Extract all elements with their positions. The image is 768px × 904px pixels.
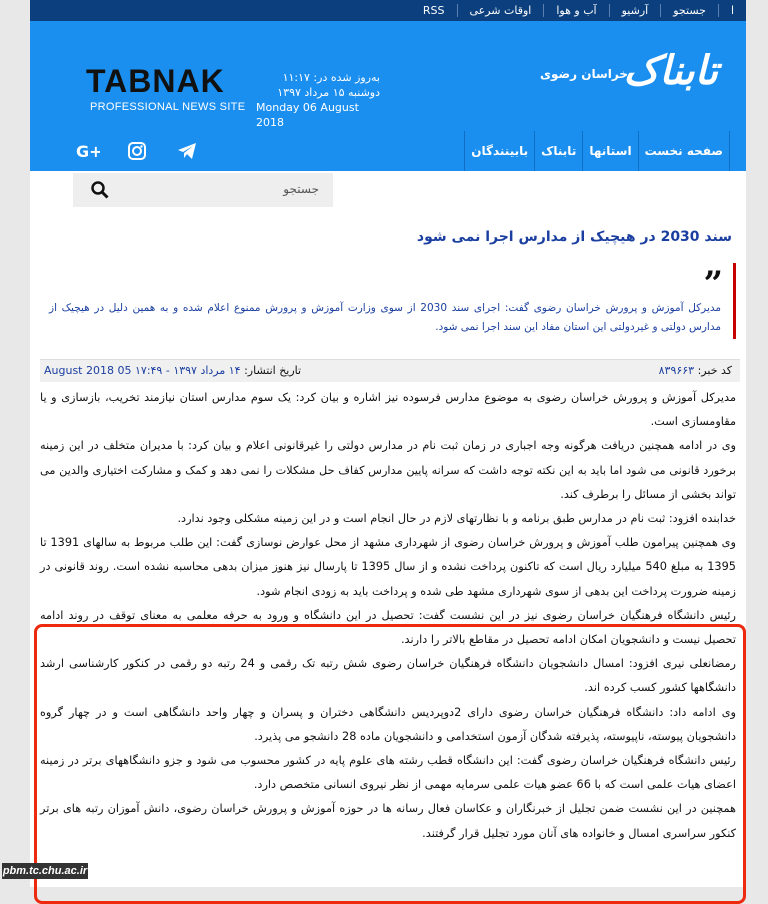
- highlight-frame: [34, 624, 746, 904]
- nav-item-provinces[interactable]: استانها: [582, 131, 637, 171]
- search-input[interactable]: جستجو: [283, 182, 319, 196]
- publish-date: [44, 364, 301, 377]
- top-links: [411, 0, 746, 21]
- nav-menu: [464, 131, 730, 171]
- body-paragraph: رمضانعلی نیری افزود: امسال دانشجویان دانشگاه فرهنگیان خراسان رضوی شش رتبه تک رقمی و 24 رتبه دو رقمی در کنکور کارشناسی ارشد دانشگاهها کشور کسب کرده اند.: [40, 657, 736, 695]
- body-paragraph: وی ادامه داد: دانشگاه فرهنگیان خراسان رضوی دارای 2دوپردیس دانشگاهی دختران و پسران و چهار واحد دانشگاهی است و در چهار گروه دانشجویان پیوسته، ناپیوسته، پذیرفته شدگان آزمون استخدامی و دانشجویان ماده 28 دانشجو می پذیرد.: [40, 705, 736, 743]
- top-link-prayer-times[interactable]: اوقات شرعی: [457, 4, 544, 17]
- top-link-archive[interactable]: آرشیو: [609, 4, 661, 17]
- body-paragraph: خدابنده افزود: ثبت نام در مدارس طبق برنامه و با نظارتهای لازم در حال انجام است و در این زمینه مشکلی وجود ندارد.: [177, 512, 736, 526]
- svg-text:G+: G+: [76, 142, 100, 161]
- logo-persian[interactable]: تابناک: [623, 47, 718, 94]
- google-plus-icon[interactable]: [76, 140, 98, 162]
- top-link-alef[interactable]: ا: [718, 4, 746, 17]
- logo-english[interactable]: TABNAK: [86, 63, 225, 99]
- logo-region: خراسان رضوی: [540, 67, 628, 81]
- publish-date-label: تاریخ انتشار:: [244, 364, 302, 377]
- body-paragraph: وی در ادامه همچنین دریافت هرگونه وجه اجباری در زمان ثبت نام در مدارس دولتی را غیرقانونی اعلام و بیان کرد: با مدیران متخلف در این زمینه برخورد قانونی می شود اما باید به این نکته توجه داشت که سرانه پایین مدارس کفاف حل مشکلات را نمی دهد و کمک و مشارکت اختیاری والدین می تواند بخشی از مسائل را برطرف کند.: [40, 439, 736, 501]
- body-paragraph: رئیس دانشگاه فرهنگیان خراسان رضوی گفت: این دانشگاه قطب رشته های علوم پایه در کشور محسوب می شود و جزو دانشگاههای برتر در زمینه اعضای هیات علمی است که با 66 عضو هیات علمی سرمایه مهمی از نظر نیروی انسانی متخصص دارد.: [40, 754, 736, 792]
- watermark-logo: pbm.tc.chu.ac.ir: [2, 865, 88, 877]
- site-header: [30, 21, 746, 131]
- news-code: [659, 364, 732, 377]
- body-paragraph: وی همچنین پیرامون طلب آموزش و پرورش خراسان رضوی از شهرداری مشهد از محل عوارض نوسازی گفت: این طلب مربوط به سالهای 1391 تا 1395 به مبلغ 540 میلیارد ریال است که تاکنون پرداخت نشده و از سال 1395 تا پارسال نیز هنوز میزان بدهی محاسبه نشده است. روند قانونی در زمینه ضرورت پرداخت این بدهی از سوی شهرداری مشهد طی شده و پرداخت باید به زودی انجام شود.: [40, 536, 736, 598]
- body-paragraph: رئیس دانشگاه فرهنگیان خراسان رضوی نیز در این نشست گفت: تحصیل در این دانشگاه و ورود به حرفه معلمی به معنای توقف در روند ادامه تحصیل نیست و دانشجویان امکان ادامه تحصیل در مقاطع بالاتر را دارند.: [40, 608, 736, 647]
- social-links: [76, 140, 198, 162]
- quote-icon: ”: [703, 264, 723, 304]
- date-persian: دوشنبه ۱۵ مرداد ۱۳۹۷: [277, 86, 380, 99]
- body-paragraph: همچنین در این نشست ضمن تجلیل از خبرنگاران و عکاسان فعال رسانه ها در حوزه آموزش و پرورش خراسان رضوی، دانش آموزان رتبه های برتر کنکور سراسری امسال و خانواده های آنان مورد تجلیل قرار گرفتند.: [40, 802, 736, 840]
- main-nav: [30, 131, 746, 171]
- logo-tagline: PROFESSIONAL NEWS SITE: [90, 101, 246, 113]
- body-paragraph: مدیرکل آموزش و پرورش خراسان رضوی به موضوع مدارس فرسوده نیز اشاره و بیان کرد: یک سوم مدارس استان نیازمند تخریب، بازسازی و یا مقاومسازی است.: [40, 391, 736, 429]
- article-meta: [40, 359, 740, 382]
- lead-text: مدیرکل آموزش و پرورش خراسان رضوی گفت: اجرای سند 2030 از سوی وزارت آموزش و پرورش ممنوع اعلام شده و به همین دلیل در هیچیک از مدارس دولتی و غیردولتی این استان مفاد این سند اجرا نمی شود.: [49, 302, 721, 333]
- nav-item-viewers[interactable]: بابینندگان: [464, 131, 534, 171]
- search-bar[interactable]: [73, 173, 333, 207]
- news-code-label: کد خبر:: [697, 364, 732, 377]
- article-title: سند 2030 در هیچیک از مدارس اجرا نمی شود: [416, 229, 732, 245]
- telegram-icon[interactable]: [176, 140, 198, 162]
- top-link-search[interactable]: جستجو: [660, 4, 718, 17]
- nav-item-home[interactable]: صفحه نخست: [638, 131, 730, 171]
- news-code-value: ۸۳۹۶۶۳: [658, 364, 695, 377]
- search-icon[interactable]: [91, 181, 109, 199]
- top-link-rss[interactable]: RSS: [422, 4, 445, 17]
- top-link-weather[interactable]: آب و هوا: [543, 4, 608, 17]
- instagram-icon[interactable]: [126, 140, 148, 162]
- updated-time: به‌روز شده در: ۱۱:۱۷: [282, 71, 380, 84]
- page: [30, 0, 746, 887]
- date-english: Monday 06 August 2018: [256, 101, 359, 129]
- header-dates: [256, 70, 380, 130]
- article-lead: [42, 263, 736, 339]
- top-bar: [30, 0, 746, 21]
- nav-item-tabnak[interactable]: تابناک: [534, 131, 582, 171]
- publish-date-value: ۱۴ مرداد ۱۳۹۷ - ۱۷:۴۹ 05 August 2018: [44, 364, 241, 377]
